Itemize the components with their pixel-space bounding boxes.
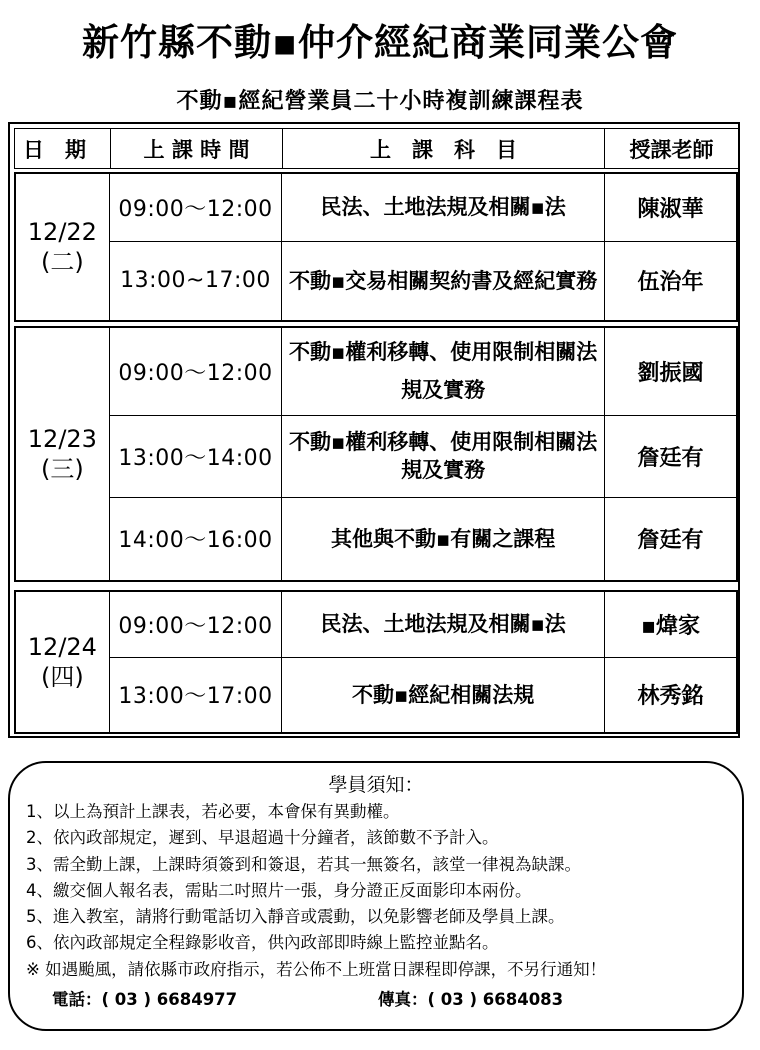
page-subtitle: 不動▪經紀營業員二十小時複訓練課程表	[176, 89, 584, 114]
table-row	[15, 241, 737, 321]
time-cell: 13:00~17:00	[109, 241, 281, 321]
subject-cell: 民法、土地法規及相關▪法	[282, 173, 605, 241]
teacher-cell: 劉振國	[605, 327, 737, 415]
notice-list	[26, 799, 606, 983]
teacher-cell: 詹廷有	[605, 415, 737, 497]
subject-cell: 不動▪經紀相關法規	[282, 657, 605, 733]
table-row	[15, 173, 737, 241]
notice-item: ※ 如遇颱風，請依縣市政府指示，若公佈不上班當日課程即停課，不另行通知！	[26, 959, 607, 979]
schedule-header	[14, 128, 739, 169]
date-text: 12/23	[27, 425, 97, 453]
column-header-subject: 上 課 科 目	[283, 129, 605, 169]
phone-number: 電話：( 03 ) 6684977	[52, 990, 238, 1009]
date-cell	[15, 173, 109, 321]
time-cell: 13:00～14:00	[109, 415, 281, 497]
weekday-text: (二)	[41, 248, 84, 276]
date-cell	[15, 591, 109, 733]
subject-cell: 不動▪權利移轉、使用限制相關法規及實務	[282, 415, 605, 497]
date-cell	[15, 327, 109, 581]
time-cell: 09:00～12:00	[109, 591, 281, 657]
subject-cell: 不動▪權利移轉、使用限制相關法規及實務	[282, 327, 605, 415]
notice-item: 5、進入教室，請將行動電話切入靜音或震動，以免影響老師及學員上課。	[26, 907, 565, 927]
day-block-1223	[14, 326, 738, 582]
date-text: 12/24	[27, 633, 97, 661]
notice-item: 3、需全勤上課，上課時須簽到和簽退，若其一無簽名，該堂一律視為缺課。	[26, 854, 581, 874]
subject-cell: 民法、土地法規及相關▪法	[282, 591, 605, 657]
teacher-cell: 陳淑華	[605, 173, 737, 241]
table-row	[15, 497, 737, 581]
time-cell: 14:00～16:00	[109, 497, 281, 581]
table-row	[15, 591, 737, 657]
subject-cell: 其他與不動▪有關之課程	[282, 497, 605, 581]
date-text: 12/22	[27, 218, 97, 246]
contact-info	[52, 986, 564, 1010]
fax-number: 傳真：( 03 ) 6684083	[378, 990, 564, 1009]
teacher-cell: ▪煒家	[605, 591, 737, 657]
notice-item: 6、依內政部規定全程錄影收音，供內政部即時線上監控並點名。	[26, 933, 499, 953]
time-cell: 09:00～12:00	[109, 327, 281, 415]
notice-item: 2、依內政部規定，遲到、早退超過十分鐘者，該節數不予計入。	[26, 828, 499, 848]
page-title: 新竹縣不動▪仲介經紀商業同業公會	[81, 21, 679, 64]
notice-title: 學員須知：	[328, 774, 424, 796]
table-row	[15, 657, 737, 733]
day-block-1224	[14, 590, 738, 734]
subject-cell: 不動▪交易相關契約書及經紀實務	[282, 241, 605, 321]
weekday-text: (四)	[41, 663, 84, 691]
header-row	[15, 129, 739, 169]
notice-item: 4、繳交個人報名表，需貼二吋照片一張，身分證正反面影印本兩份。	[26, 880, 532, 900]
table-row	[15, 415, 737, 497]
teacher-cell: 林秀銘	[605, 657, 737, 733]
column-header-time: 上 課 時 間	[111, 129, 283, 169]
teacher-cell: 伍治年	[605, 241, 737, 321]
weekday-text: (三)	[41, 455, 84, 483]
notice-box	[8, 761, 744, 1031]
teacher-cell: 詹廷有	[605, 497, 737, 581]
column-header-teacher: 授課老師	[605, 129, 739, 169]
time-cell: 09:00～12:00	[109, 173, 281, 241]
column-header-date: 日 期	[15, 129, 111, 169]
time-cell: 13:00～17:00	[109, 657, 281, 733]
day-block-1222	[14, 172, 738, 322]
table-row	[15, 327, 737, 415]
notice-item: 1、以上為預計上課表，若必要，本會保有異動權。	[26, 802, 400, 821]
